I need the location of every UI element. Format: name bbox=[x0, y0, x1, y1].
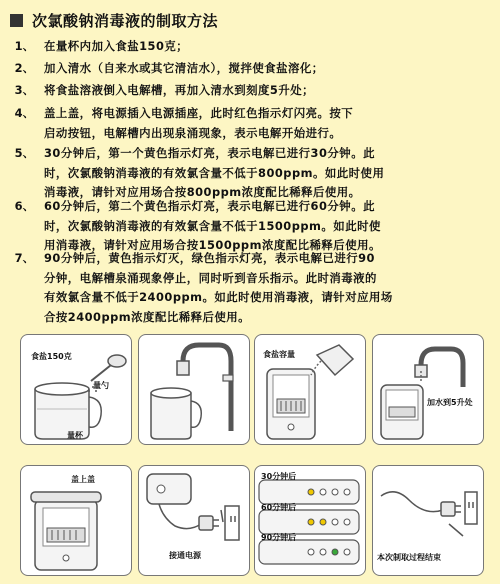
after-30-min-label: 30分钟后 bbox=[261, 472, 297, 481]
faucet-and-cup-illustration bbox=[139, 335, 249, 444]
panel-process-end bbox=[372, 465, 484, 576]
panel-pour-solution bbox=[254, 334, 366, 445]
bullet-square-icon bbox=[10, 14, 23, 27]
panel-close-lid bbox=[20, 465, 132, 576]
panel-add-salt bbox=[20, 334, 132, 445]
fill-tank-illustration bbox=[373, 335, 483, 444]
salt-volume-label: 食盐容量 bbox=[263, 350, 295, 359]
power-label: 接通电源 bbox=[169, 551, 201, 560]
salt-label: 食盐150克 bbox=[31, 352, 72, 361]
header bbox=[10, 9, 218, 31]
cup-label: 量杯 bbox=[67, 431, 83, 440]
spoon-label: 量勺 bbox=[93, 381, 109, 390]
fill-level-label: 加水到5升处 bbox=[427, 398, 473, 407]
process-end-label: 本次制取过程结束 bbox=[377, 553, 441, 562]
indicator-lights-illustration bbox=[255, 466, 365, 575]
panel-power-on bbox=[138, 465, 250, 576]
after-60-min-label: 60分钟后 bbox=[261, 503, 297, 512]
after-90-min-label: 90分钟后 bbox=[261, 533, 297, 542]
lid-label: 盖上盖 bbox=[71, 475, 95, 484]
panel-add-water bbox=[138, 334, 250, 445]
panel-fill-water bbox=[372, 334, 484, 445]
panel-indicator-lights bbox=[254, 465, 366, 576]
page-title: 次氯酸钠消毒液的制取方法 bbox=[32, 11, 219, 30]
